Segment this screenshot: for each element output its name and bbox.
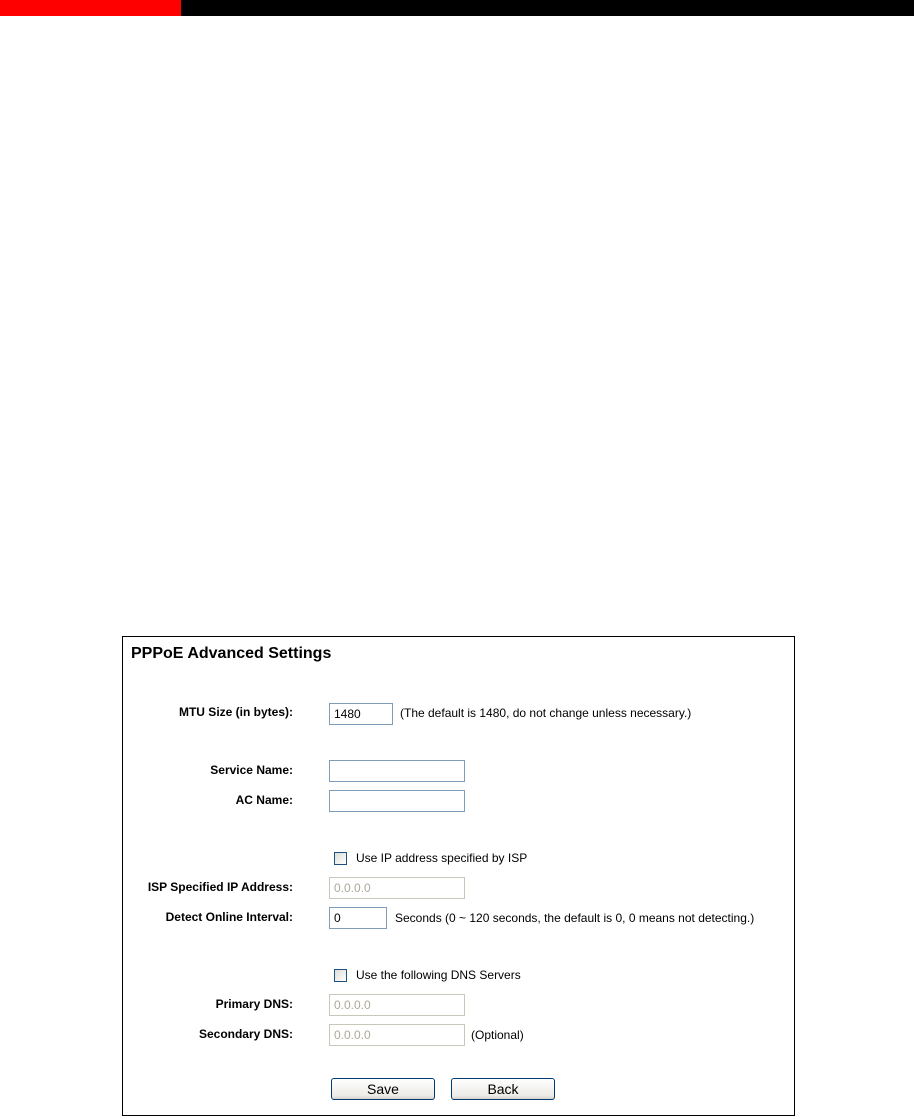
- save-button[interactable]: Save: [331, 1078, 435, 1100]
- pppoe-advanced-settings-panel: [122, 636, 795, 1116]
- use-isp-ip-label[interactable]: Use IP address specified by ISP: [356, 851, 528, 865]
- use-dns-row[interactable]: [334, 967, 521, 983]
- panel-title: PPPoE Advanced Settings: [131, 645, 332, 662]
- document-header-bar: [0, 0, 914, 16]
- ac-name-input[interactable]: [329, 790, 465, 812]
- use-isp-ip-checkbox[interactable]: [334, 852, 347, 865]
- isp-ip-input[interactable]: [329, 877, 465, 899]
- header-accent-stripe: [0, 0, 181, 16]
- use-dns-checkbox[interactable]: [334, 969, 347, 982]
- mtu-note: (The default is 1480, do not change unless necessary.): [400, 706, 692, 720]
- secondary-dns-input[interactable]: [329, 1024, 465, 1046]
- use-isp-ip-row[interactable]: [334, 850, 527, 866]
- ac-name-label: AC Name:: [235, 793, 293, 807]
- mtu-label: MTU Size (in bytes):: [178, 705, 293, 719]
- service-name-input[interactable]: [329, 760, 465, 782]
- back-button[interactable]: Back: [451, 1078, 555, 1100]
- detect-interval-label: Detect Online Interval:: [165, 910, 293, 924]
- service-name-label: Service Name:: [210, 763, 293, 777]
- mtu-input[interactable]: [329, 703, 393, 725]
- secondary-dns-note: (Optional): [471, 1028, 524, 1042]
- detect-interval-note: Seconds (0 ~ 120 seconds, the default is 0, 0 means not detecting.): [395, 911, 755, 925]
- secondary-dns-label: Secondary DNS:: [198, 1027, 293, 1041]
- primary-dns-label: Primary DNS:: [215, 997, 293, 1011]
- isp-ip-label: ISP Specified IP Address:: [147, 880, 293, 894]
- use-dns-label[interactable]: Use the following DNS Servers: [356, 968, 521, 982]
- detect-interval-input[interactable]: [329, 907, 387, 929]
- primary-dns-input[interactable]: [329, 994, 465, 1016]
